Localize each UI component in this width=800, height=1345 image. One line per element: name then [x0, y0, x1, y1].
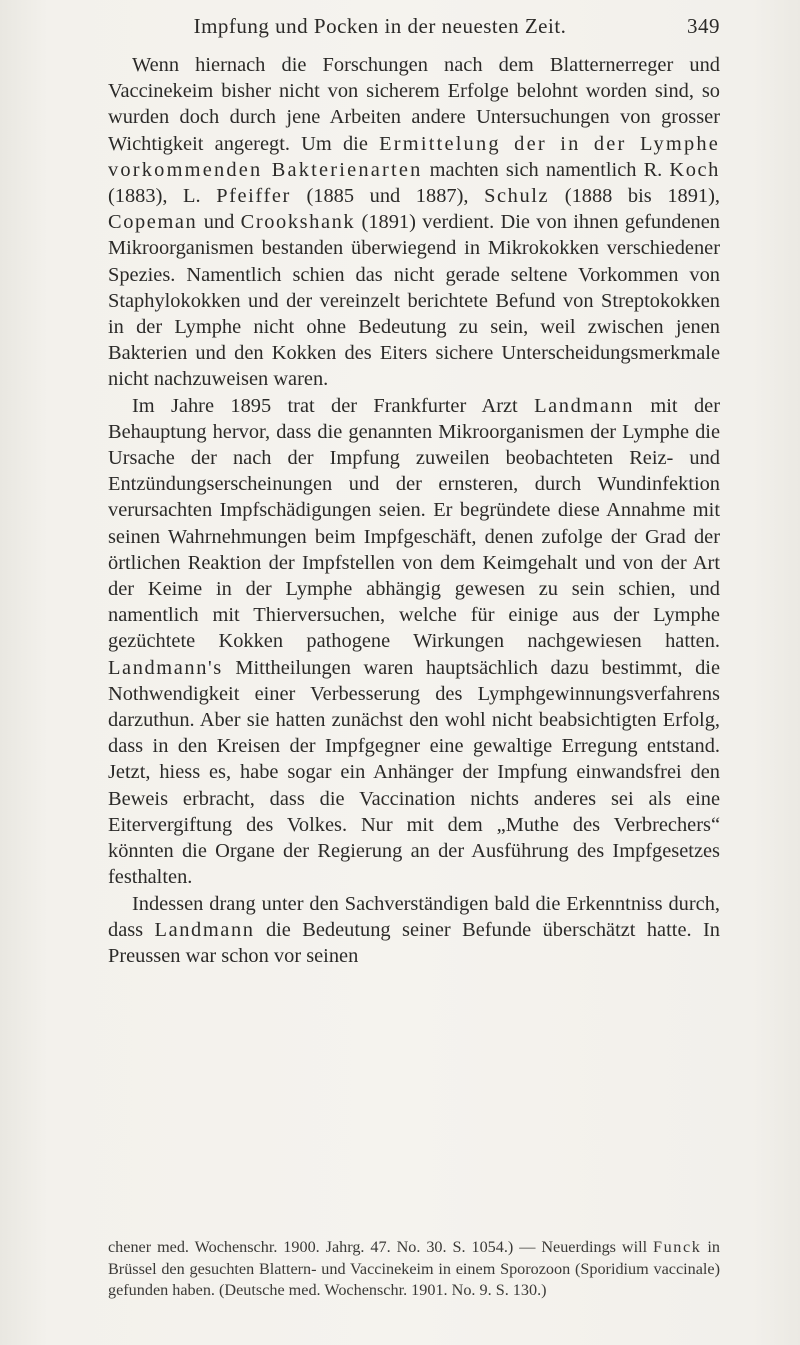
emphasis-ermittelung: Ermittelung der in der Lymphe vorkommenden Bakterienarten: [108, 132, 721, 181]
page-number: 349: [687, 14, 720, 38]
paragraph-2-text: Mittheilungen waren hauptsächlich dazu bestimmt, die Nothwendigkeit einer Verbesserung des Lymphgewinnungsverfahrens darzuthun. Aber sie hatten zunächst den wohl nicht beabsichtigten Erfolg, dass in den Kreisen der Impfgegner eine gewaltige Erregung entstand. Jetzt, hiess es, habe sogar ein Anhänger der Impfung einwandsfrei den Beweis erbracht, dass die Vaccination nichts anderes sei als eine Eitervergiftung des Volkes. Nur mit dem „Muthe des Verbrechers“ könnten die Organe der Regierung an der Ausführung des Impfgesetzes festhalten.: [108, 656, 720, 889]
author-crookshank: Crookshank: [240, 211, 356, 234]
paragraph-3-text: Indessen drang unter den Sachverständigen bald die Erkenntniss durch, dass: [108, 892, 720, 941]
paragraph-1-text: (1888 bis 1891),: [549, 185, 720, 208]
paragraph-1-text: machten sich namentlich R.: [422, 158, 670, 181]
paragraph-1-text: und: [197, 211, 241, 234]
author-funck: Funck: [653, 1238, 702, 1256]
author-schulz: Schulz: [484, 185, 550, 208]
author-landmann-possessive: Landmann's: [108, 656, 223, 679]
running-head-title: Impfung und Pocken in der neuesten Zeit.: [193, 14, 567, 38]
body-text: [108, 52, 720, 969]
paragraph-1: [108, 52, 720, 393]
author-copeman: Copeman: [108, 211, 198, 234]
paragraph-1-text: Wenn hiernach die Forschungen nach dem Blatternerreger und Vaccinekeim bisher nicht von sicherem Erfolge belohnt worden sind, so wurden doch durch jene Arbeiten andere Untersuchungen von grosser Wichtigkeit angeregt. Um die: [108, 54, 720, 155]
footnote-text: [108, 1237, 720, 1302]
footnote-part: chener med. Wochenschr. 1900. Jahrg. 47. No. 30. S. 1054.) — Neuerdings will: [108, 1238, 654, 1256]
paragraph-1-text: (1883), L.: [108, 185, 217, 208]
author-pfeiffer: Pfeiffer: [216, 185, 291, 208]
footnote-part: in Brüssel den gesuchten Blattern- und Vaccinekeim in einem Sporozoon (Sporidium vaccinale) gefunden haben. (Deutsche med. Wochenschr. 1901. No. 9. S. 130.): [108, 1238, 721, 1300]
paragraph-1-text: (1885 und 1887),: [290, 185, 485, 208]
footnote: [108, 1237, 720, 1302]
paragraph-2: [108, 393, 720, 891]
running-head: [110, 14, 720, 40]
paragraph-3-text: die Bedeutung seiner Befunde überschätzt hatte. In Preussen war schon vor seinen: [108, 918, 720, 967]
paragraph-3: [108, 891, 720, 970]
paragraph-1-text: (1891) verdient. Die von ihnen gefundenen Mikroorganismen bestanden überwiegend in Mikrokokken verschiedener Spezies. Namentlich schien das nicht gerade seltene Vorkommen von Staphylokokken und der vereinzelt berichtete Befund von Streptokokken in der Lymphe nicht ohne Bedeutung zu sein, weil zwischen jenen Bakterien und den Kokken des Eiters sichere Unterscheidungsmerkmale nicht nachzuweisen waren.: [108, 211, 720, 391]
paragraph-2-text: mit der Behauptung hervor, dass die genannten Mikroorganismen der Lymphe die Ursache der nach der Impfung zuweilen beobachteten Reiz- und Entzündungserscheinungen und der ernsteren, durch Wundinfektion verursachten Impfschädigungen seien. Er begründete diese Annahme mit seinen Wahrnehmungen beim Impfgeschäft, denen zufolge der Grad der örtlichen Reaktion der Impfstellen von dem Keimgehalt und von der Art der Keime in der Lymphe abhängig gewesen zu sein schien, und namentlich mit Thierversuchen, welche für einige aus der Lymphe gezüchtete Kokken pathogene Wirkungen nachgewiesen hatten.: [108, 394, 720, 653]
author-koch: Koch: [669, 158, 720, 181]
author-landmann: Landmann: [154, 918, 255, 941]
paragraph-2-text: Im Jahre 1895 trat der Frankfurter Arzt: [132, 394, 535, 417]
author-landmann: Landmann: [534, 394, 635, 417]
